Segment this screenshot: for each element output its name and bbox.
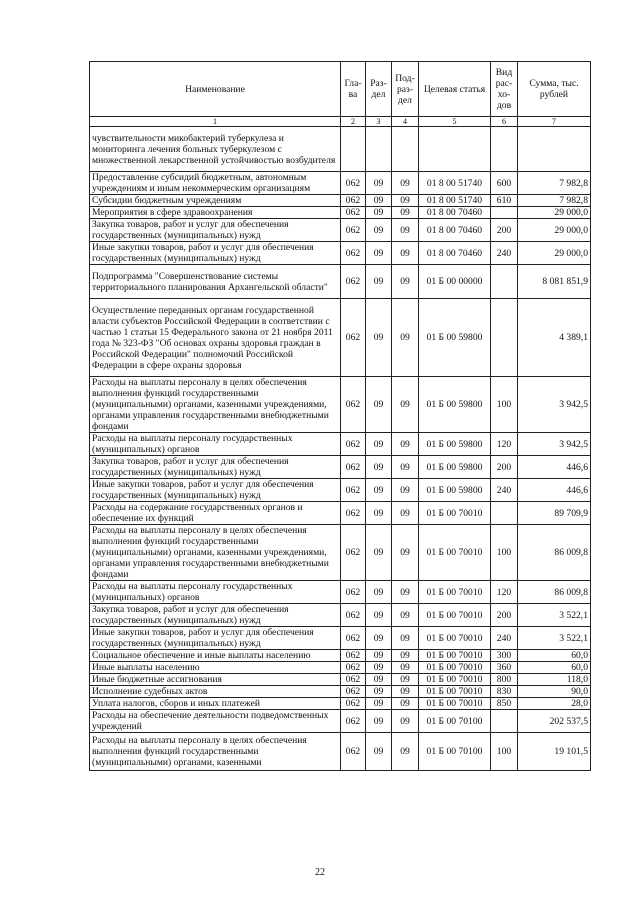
column-number: 7 [518, 117, 591, 127]
cell-statya: 01 Б 00 59800 [419, 299, 491, 377]
cell-glava: 062 [341, 172, 366, 195]
cell-summa: 446,6 [518, 479, 591, 502]
cell-vid: 120 [491, 581, 518, 604]
cell-razdel: 09 [366, 299, 392, 377]
column-number: 5 [419, 117, 491, 127]
cell-razdel: 09 [366, 674, 392, 686]
cell-name: Иные закупки товаров, работ и услуг для обеспечения государственных (муниципальных) нужд [90, 479, 341, 502]
header-vid: Вид рас-хо-дов [491, 62, 518, 117]
cell-name: Исполнение судебных актов [90, 686, 341, 698]
cell-vid [491, 710, 518, 733]
cell-statya: 01 Б 00 70010 [419, 581, 491, 604]
cell-vid [491, 265, 518, 299]
table-row [90, 627, 591, 650]
cell-statya: 01 Б 00 00000 [419, 265, 491, 299]
cell-vid: 100 [491, 733, 518, 771]
table-row [90, 733, 591, 771]
cell-glava: 062 [341, 733, 366, 771]
cell-razdel: 09 [366, 433, 392, 456]
cell-podrazdel: 09 [392, 650, 419, 662]
cell-razdel: 09 [366, 377, 392, 433]
table-row [90, 219, 591, 242]
cell-name: Субсидии бюджетным учреждениям [90, 195, 341, 207]
cell-podrazdel: 09 [392, 604, 419, 627]
cell-statya: 01 Б 00 70010 [419, 686, 491, 698]
cell-name: Иные закупки товаров, работ и услуг для обеспечения государственных (муниципальных) нужд [90, 242, 341, 265]
cell-statya: 01 Б 00 70010 [419, 674, 491, 686]
table-row [90, 525, 591, 581]
cell-glava: 062 [341, 686, 366, 698]
page-number: 22 [315, 867, 325, 878]
cell-summa: 446,6 [518, 456, 591, 479]
cell-summa: 89 709,9 [518, 502, 591, 525]
cell-vid: 360 [491, 662, 518, 674]
cell-summa: 29 000,0 [518, 242, 591, 265]
cell-statya: 01 Б 00 70010 [419, 502, 491, 525]
cell-glava: 062 [341, 604, 366, 627]
cell-statya: 01 Б 00 59800 [419, 479, 491, 502]
cell-vid: 200 [491, 604, 518, 627]
cell-summa: 90,0 [518, 686, 591, 698]
cell-podrazdel: 09 [392, 265, 419, 299]
cell-podrazdel: 09 [392, 581, 419, 604]
cell-statya: 01 Б 00 70100 [419, 710, 491, 733]
cell-summa: 7 982,8 [518, 172, 591, 195]
table-row [90, 581, 591, 604]
cell-razdel: 09 [366, 479, 392, 502]
cell-summa: 86 009,8 [518, 525, 591, 581]
column-number: 4 [392, 117, 419, 127]
cell-razdel [366, 127, 392, 172]
cell-glava: 062 [341, 299, 366, 377]
cell-podrazdel: 09 [392, 674, 419, 686]
cell-vid: 600 [491, 172, 518, 195]
cell-name: Уплата налогов, сборов и иных платежей [90, 698, 341, 710]
cell-summa: 3 942,5 [518, 433, 591, 456]
column-number: 2 [341, 117, 366, 127]
cell-vid: 850 [491, 698, 518, 710]
cell-glava: 062 [341, 265, 366, 299]
table-row [90, 456, 591, 479]
cell-name: Закупка товаров, работ и услуг для обеспечения государственных (муниципальных) нужд [90, 604, 341, 627]
cell-razdel: 09 [366, 686, 392, 698]
table-row [90, 299, 591, 377]
budget-table [89, 61, 591, 771]
cell-glava [341, 127, 366, 172]
cell-name: Расходы на выплаты персоналу государственных (муниципальных) органов [90, 433, 341, 456]
cell-podrazdel: 09 [392, 299, 419, 377]
cell-razdel: 09 [366, 195, 392, 207]
cell-razdel: 09 [366, 698, 392, 710]
cell-summa: 8 081 851,9 [518, 265, 591, 299]
cell-razdel: 09 [366, 662, 392, 674]
table-row [90, 650, 591, 662]
table-row [90, 265, 591, 299]
cell-statya: 01 Б 00 59800 [419, 377, 491, 433]
cell-name: Иные выплаты населению [90, 662, 341, 674]
cell-razdel: 09 [366, 733, 392, 771]
cell-name: Закупка товаров, работ и услуг для обеспечения государственных (муниципальных) нужд [90, 456, 341, 479]
cell-podrazdel: 09 [392, 172, 419, 195]
cell-name: Иные бюджетные ассигнования [90, 674, 341, 686]
column-number: 3 [366, 117, 392, 127]
cell-razdel: 09 [366, 650, 392, 662]
cell-razdel: 09 [366, 627, 392, 650]
cell-statya: 01 Б 00 70010 [419, 662, 491, 674]
cell-summa: 3 522,1 [518, 627, 591, 650]
cell-statya: 01 8 00 70460 [419, 207, 491, 219]
cell-glava: 062 [341, 242, 366, 265]
cell-statya: 01 8 00 70460 [419, 219, 491, 242]
cell-vid: 100 [491, 525, 518, 581]
cell-razdel: 09 [366, 710, 392, 733]
cell-name: Расходы на выплаты персоналу государственных (муниципальных) органов [90, 581, 341, 604]
table-row [90, 604, 591, 627]
header-razdel: Раз-дел [366, 62, 392, 117]
table-row [90, 686, 591, 698]
cell-glava: 062 [341, 650, 366, 662]
column-number-row [90, 117, 591, 127]
cell-summa: 3 942,5 [518, 377, 591, 433]
cell-name: Подпрограмма "Совершенствование системы территориального планирования Архангельской области" [90, 265, 341, 299]
table-row [90, 172, 591, 195]
table-row [90, 195, 591, 207]
cell-statya: 01 Б 00 70100 [419, 733, 491, 771]
cell-name: Мероприятия в сфере здравоохранения [90, 207, 341, 219]
table-row [90, 698, 591, 710]
cell-razdel: 09 [366, 242, 392, 265]
cell-podrazdel: 09 [392, 456, 419, 479]
cell-statya: 01 8 00 70460 [419, 242, 491, 265]
table-row [90, 127, 591, 172]
column-number: 6 [491, 117, 518, 127]
cell-name: Закупка товаров, работ и услуг для обеспечения государственных (муниципальных) нужд [90, 219, 341, 242]
cell-podrazdel: 09 [392, 502, 419, 525]
cell-summa: 4 389,1 [518, 299, 591, 377]
cell-name: Осуществление переданных органам государственной власти субъектов Российской Федерации в соответствии с частью 1 статьи 15 Федерального закона от 21 ноября 2011 года № 323-ФЗ "Об основах охраны здоровья граждан в Российской Федерации" полномочий Российской Федерации в сфере охраны здоровья [90, 299, 341, 377]
table-row [90, 710, 591, 733]
cell-summa: 29 000,0 [518, 207, 591, 219]
cell-podrazdel: 09 [392, 662, 419, 674]
cell-glava: 062 [341, 195, 366, 207]
header-summa: Сумма, тыс. рублей [518, 62, 591, 117]
table-row [90, 242, 591, 265]
cell-name: Социальное обеспечение и иные выплаты населению [90, 650, 341, 662]
cell-glava: 062 [341, 698, 366, 710]
cell-glava: 062 [341, 674, 366, 686]
cell-vid: 200 [491, 456, 518, 479]
cell-statya: 01 8 00 51740 [419, 195, 491, 207]
cell-glava: 062 [341, 662, 366, 674]
cell-razdel: 09 [366, 604, 392, 627]
cell-vid [491, 299, 518, 377]
cell-vid: 200 [491, 219, 518, 242]
table-row [90, 479, 591, 502]
cell-podrazdel: 09 [392, 710, 419, 733]
cell-summa: 60,0 [518, 662, 591, 674]
cell-podrazdel: 09 [392, 698, 419, 710]
table-row [90, 502, 591, 525]
cell-vid [491, 502, 518, 525]
cell-glava: 062 [341, 456, 366, 479]
cell-statya [419, 127, 491, 172]
cell-vid: 610 [491, 195, 518, 207]
cell-vid: 240 [491, 242, 518, 265]
cell-name: Расходы на содержание государственных органов и обеспечение их функций [90, 502, 341, 525]
cell-razdel: 09 [366, 456, 392, 479]
cell-statya: 01 Б 00 59800 [419, 456, 491, 479]
header-name: Наименование [90, 62, 341, 117]
cell-podrazdel: 09 [392, 733, 419, 771]
cell-podrazdel: 09 [392, 377, 419, 433]
cell-glava: 062 [341, 433, 366, 456]
header-row [90, 62, 591, 117]
cell-statya: 01 Б 00 70010 [419, 604, 491, 627]
cell-razdel: 09 [366, 207, 392, 219]
cell-glava: 062 [341, 219, 366, 242]
column-number: 1 [90, 117, 341, 127]
table-row [90, 207, 591, 219]
cell-summa: 3 522,1 [518, 604, 591, 627]
cell-glava: 062 [341, 525, 366, 581]
cell-name: Расходы на обеспечение деятельности подведомственных учреждений [90, 710, 341, 733]
cell-razdel: 09 [366, 525, 392, 581]
table-row [90, 377, 591, 433]
table-body [90, 127, 591, 771]
cell-vid [491, 207, 518, 219]
cell-glava: 062 [341, 479, 366, 502]
cell-vid: 240 [491, 627, 518, 650]
cell-summa: 29 000,0 [518, 219, 591, 242]
cell-name: Предоставление субсидий бюджетным, автономным учреждениям и иным некоммерческим организациям [90, 172, 341, 195]
cell-vid: 100 [491, 377, 518, 433]
header-podrazdel: Под-раз-дел [392, 62, 419, 117]
cell-glava: 062 [341, 581, 366, 604]
cell-summa: 202 537,5 [518, 710, 591, 733]
cell-glava: 062 [341, 627, 366, 650]
cell-summa: 19 101,5 [518, 733, 591, 771]
cell-vid [491, 127, 518, 172]
table-row [90, 662, 591, 674]
cell-podrazdel [392, 127, 419, 172]
cell-vid: 830 [491, 686, 518, 698]
cell-summa: 7 982,8 [518, 195, 591, 207]
cell-podrazdel: 09 [392, 433, 419, 456]
table-row [90, 433, 591, 456]
cell-vid: 300 [491, 650, 518, 662]
cell-glava: 062 [341, 207, 366, 219]
cell-summa: 60,0 [518, 650, 591, 662]
cell-podrazdel: 09 [392, 195, 419, 207]
cell-razdel: 09 [366, 502, 392, 525]
cell-razdel: 09 [366, 219, 392, 242]
cell-podrazdel: 09 [392, 627, 419, 650]
cell-podrazdel: 09 [392, 219, 419, 242]
cell-podrazdel: 09 [392, 242, 419, 265]
cell-glava: 062 [341, 710, 366, 733]
cell-razdel: 09 [366, 172, 392, 195]
cell-podrazdel: 09 [392, 479, 419, 502]
table-row [90, 674, 591, 686]
cell-statya: 01 Б 00 70010 [419, 698, 491, 710]
header-statya: Целевая статья [419, 62, 491, 117]
cell-summa: 28,0 [518, 698, 591, 710]
cell-vid: 800 [491, 674, 518, 686]
cell-glava: 062 [341, 377, 366, 433]
cell-statya: 01 Б 00 59800 [419, 433, 491, 456]
cell-vid: 240 [491, 479, 518, 502]
cell-razdel: 09 [366, 581, 392, 604]
cell-name: Иные закупки товаров, работ и услуг для обеспечения государственных (муниципальных) нужд [90, 627, 341, 650]
cell-podrazdel: 09 [392, 525, 419, 581]
cell-name: Расходы на выплаты персоналу в целях обеспечения выполнения функций государственными (муниципальными) органами, казенными учреждениями, органами управления государственными внебюджетными фондами [90, 377, 341, 433]
cell-vid: 120 [491, 433, 518, 456]
cell-summa: 118,0 [518, 674, 591, 686]
cell-summa: 86 009,8 [518, 581, 591, 604]
cell-statya: 01 Б 00 70010 [419, 525, 491, 581]
cell-glava: 062 [341, 502, 366, 525]
cell-podrazdel: 09 [392, 207, 419, 219]
cell-name: чувствительности микобактерий туберкулеза и мониторинга лечения больных туберкулезом с множественной лекарственной устойчивостью возбудителя [90, 127, 341, 172]
cell-razdel: 09 [366, 265, 392, 299]
cell-podrazdel: 09 [392, 686, 419, 698]
cell-statya: 01 Б 00 70010 [419, 627, 491, 650]
cell-name: Расходы на выплаты персоналу в целях обеспечения выполнения функций государственными (муниципальными) органами, казенными [90, 733, 341, 771]
cell-summa [518, 127, 591, 172]
cell-statya: 01 8 00 51740 [419, 172, 491, 195]
header-glava: Гла-ва [341, 62, 366, 117]
cell-name: Расходы на выплаты персоналу в целях обеспечения выполнения функций государственными (муниципальными) органами, казенными учреждениями, органами управления государственными внебюджетными фондами [90, 525, 341, 581]
cell-statya: 01 Б 00 70010 [419, 650, 491, 662]
